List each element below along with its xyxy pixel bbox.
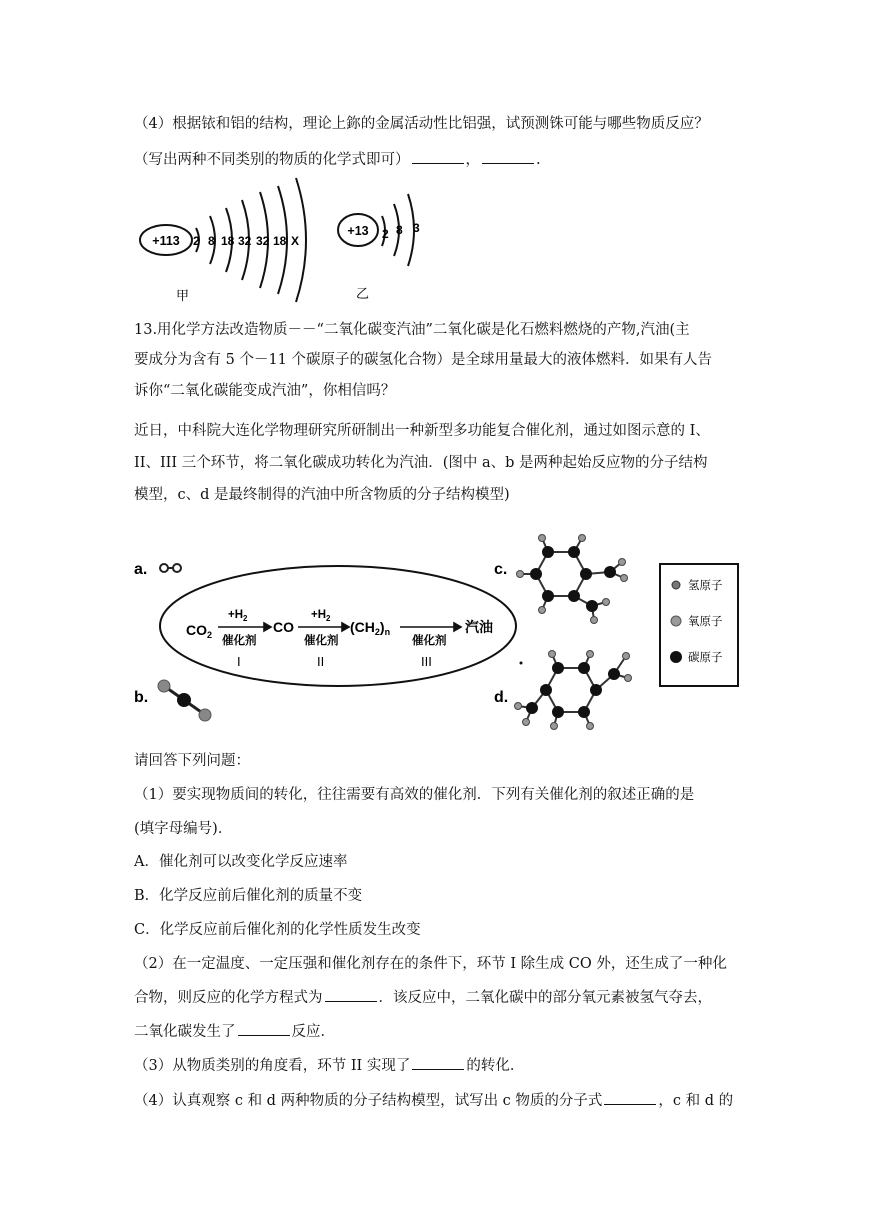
option-c: C．化学反应前后催化剂的化学性质发生改变 xyxy=(134,922,421,938)
right-shell-2: 8 xyxy=(396,223,403,237)
left-shell-6: 18 xyxy=(273,234,287,248)
formula-ch2n: $(CH_2)_n$ xyxy=(350,619,391,637)
reaction-ellipse xyxy=(160,566,516,686)
reaction-figure xyxy=(128,534,748,734)
separator: ， xyxy=(465,152,480,168)
right-nucleus-label: +13 xyxy=(347,224,369,238)
left-shell-3: 18 xyxy=(221,234,235,248)
answer-blank-2[interactable] xyxy=(482,149,534,164)
formula-co2: $CO_2$ xyxy=(186,622,213,640)
option-b: B．化学反应前后催化剂的质量不变 xyxy=(134,888,363,904)
q2-line3-text-a: 二氧化碳发生了 xyxy=(134,1024,236,1040)
q3-text-a: （3）从物质类别的角度看，环节 II 实现了 xyxy=(134,1058,411,1074)
q2-line1: （2）在一定温度、一定压强和催化剂存在的条件下，环节 I 除生成 CO 外，还生成了一种化 xyxy=(134,956,727,972)
left-shell-4: 32 xyxy=(238,234,252,248)
q2-line3-text-b: 反应． xyxy=(291,1024,335,1040)
q2-line2-text-b: ．该反应中，二氧化碳中的部分氧元素被氢气夺去， xyxy=(378,990,712,1006)
q4-text-a: （4）认真观察 c 和 d 两种物质的分子结构模型，试写出 c 物质的分子式 xyxy=(134,1093,603,1109)
answer-blank-equation[interactable] xyxy=(325,987,377,1002)
right-shell-1: 2 xyxy=(382,227,389,241)
left-shell-2: 8 xyxy=(208,234,215,248)
answer-blank-reaction-type[interactable] xyxy=(238,1021,290,1036)
q1-line2: (填字母编号)． xyxy=(134,821,233,837)
step-2: II xyxy=(317,654,325,669)
q2-line2-text-a: 合物，则反应的化学方程式为 xyxy=(134,990,323,1006)
molecule-c-icon xyxy=(517,535,628,624)
q13-p1-line2: 要成分为含有 5 个－11 个碳原子的碳氢化合物）是全球用量最大的液体燃料．如果有人告 xyxy=(134,352,712,368)
q12-4-line2-text: （写出两种不同类别的物质的化学式即可） xyxy=(134,152,410,168)
q12-4-line1: （4）根据铱和铝的结构，理论上鉨的金属活动性比铝强，试预测铢可能与哪些物质反应？ xyxy=(134,116,709,132)
q2-line3 xyxy=(134,1021,335,1042)
formula-gasoline: 汽油 xyxy=(465,619,493,635)
hydrogen-atom-icon xyxy=(672,581,680,589)
atom-structure-figure xyxy=(130,172,450,310)
q13-p1-line3: 诉你“二氧化碳能变成汽油”，你相信吗？ xyxy=(134,383,396,399)
q3-text-b: 的转化． xyxy=(466,1058,525,1074)
q13-p2-line3: 模型，c、d 是最终制得的汽油中所含物质的分子结构模型) xyxy=(134,487,510,503)
label-c: c. xyxy=(494,561,508,578)
reagent-h2-2: $+H_2$ xyxy=(311,609,331,623)
q3-line xyxy=(134,1055,524,1076)
catalyst-1: 催化剂 xyxy=(222,635,257,647)
molecule-a-icon xyxy=(160,564,181,572)
answer-blank-1[interactable] xyxy=(412,149,464,164)
left-shell-5: 32 xyxy=(256,234,270,248)
label-a: a. xyxy=(134,561,148,578)
catalyst-3: 催化剂 xyxy=(412,635,447,647)
step-1: I xyxy=(237,654,241,669)
line-end: . xyxy=(536,152,541,168)
q1-line1: （1）要实现物质间的转化，往往需要有高效的催化剂．下列有关催化剂的叙述正确的是 xyxy=(134,787,695,803)
q4-text-b: ，c 和 d 的 xyxy=(658,1093,734,1109)
step-3: III xyxy=(421,654,432,669)
left-shell-7: X xyxy=(291,234,300,248)
q2-line2 xyxy=(134,987,712,1008)
q13-p2-line2: II、III 三个环节，将二氧化碳成功转化为汽油．(图中 a、b 是两种起始反应物的分子结构 xyxy=(134,455,708,471)
right-shell-3: 3 xyxy=(413,221,420,235)
option-a: A．催化剂可以改变化学反应速率 xyxy=(134,854,348,870)
label-d: d. xyxy=(494,689,509,706)
right-caption: 乙 xyxy=(356,286,370,301)
reagent-h2-1: $+H_2$ xyxy=(228,609,248,623)
legend-oxygen: 氧原子 xyxy=(688,616,723,628)
left-nucleus-label: +113 xyxy=(152,234,180,248)
catalyst-2: 催化剂 xyxy=(304,635,339,647)
carbon-atom-icon xyxy=(670,651,682,663)
q13-p2-line1: 近日，中科院大连化学物理研究所研制出一种新型多功能复合催化剂，通过如图示意的 I、 xyxy=(134,423,710,439)
legend-hydrogen: 氢原子 xyxy=(688,580,723,592)
label-b: b. xyxy=(134,689,149,706)
q4-line xyxy=(134,1090,733,1111)
molecule-d-icon xyxy=(515,651,632,730)
q12-4-line2 xyxy=(134,149,541,170)
answer-blank-conversion[interactable] xyxy=(412,1055,464,1070)
answer-blank-formula[interactable] xyxy=(604,1090,656,1105)
left-shell-1: 2 xyxy=(193,234,200,248)
questions-intro: 请回答下列问题： xyxy=(134,753,250,769)
left-caption: 甲 xyxy=(176,288,190,303)
legend-carbon: 碳原子 xyxy=(688,652,723,664)
oxygen-atom-icon xyxy=(671,616,681,626)
formula-co: CO xyxy=(273,619,294,635)
molecule-b-icon xyxy=(158,680,211,721)
q13-p1-line1: 13.用化学方法改造物质－－“二氧化碳变汽油”二氧化碳是化石燃料燃烧的产物,汽油(主 xyxy=(134,322,690,338)
